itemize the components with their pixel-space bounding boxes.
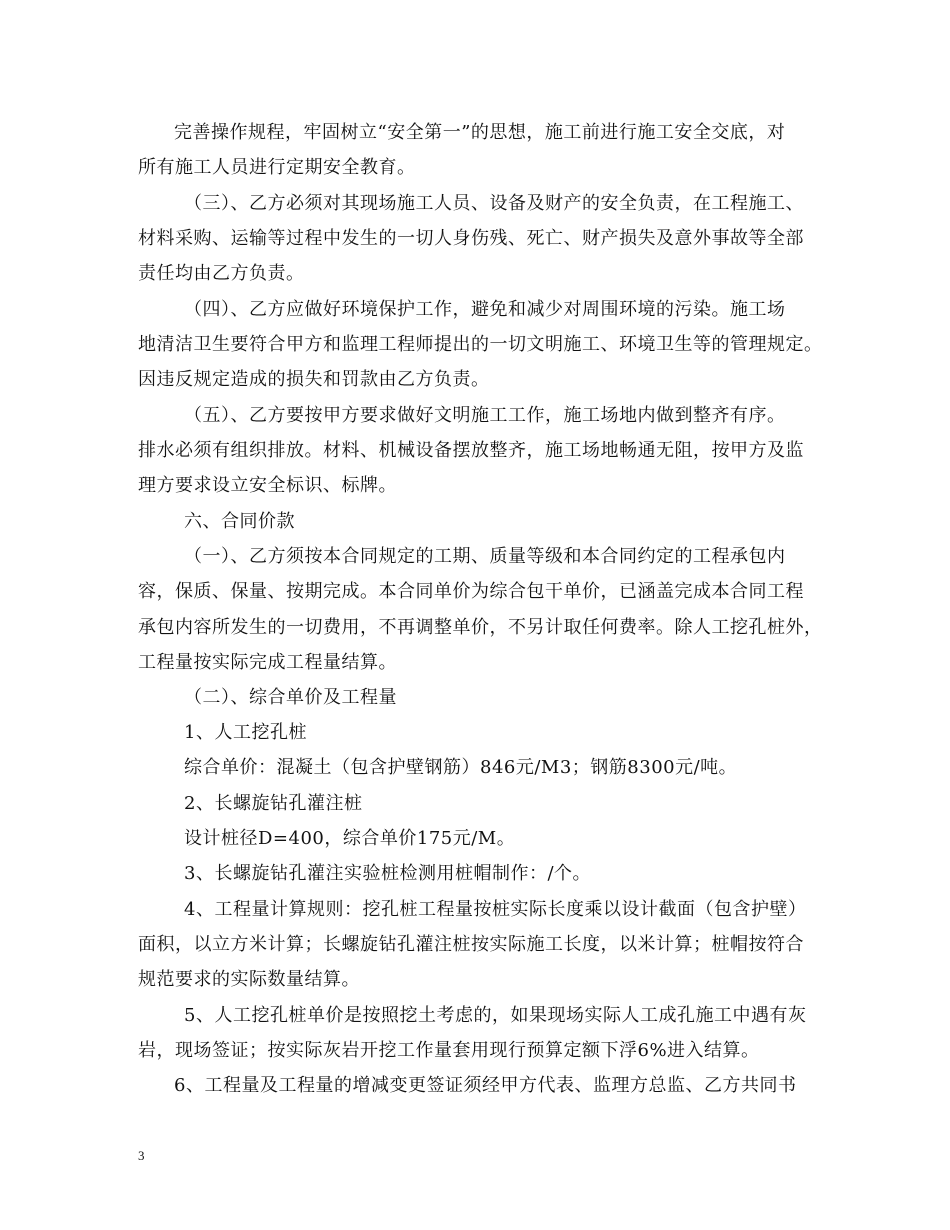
text-line: 理方要求设立安全标识、标牌。 bbox=[138, 475, 397, 496]
text-line: 3、长螺旋钻孔灌注实验桩检测用桩帽制作：/个。 bbox=[184, 863, 592, 884]
text-line: 综合单价：混凝土（包含护壁钢筋）846元/M3；钢筋8300元/吨。 bbox=[184, 757, 738, 778]
section-heading: 六、合同价款 bbox=[184, 511, 295, 532]
text-line: 岩，现场签证；按实际灰岩开挖工作量套用现行预算定额下浮6%进入结算。 bbox=[138, 1040, 760, 1061]
text-line: （三）、乙方必须对其现场施工人员、设备及财产的安全负责，在工程施工、 bbox=[184, 193, 804, 214]
text-line: 责任均由乙方负责。 bbox=[138, 263, 305, 284]
text-line: （四）、乙方应做好环境保护工作，避免和减少对周围环境的污染。施工场 bbox=[184, 299, 786, 320]
text-line: 承包内容所发生的一切费用，不再调整单价，不另计取任何费率。除人工挖孔桩外， bbox=[138, 617, 823, 638]
text-line: 1、人工挖孔桩 bbox=[184, 722, 307, 743]
text-line: 材料采购、运输等过程中发生的一切人身伤残、死亡、财产损失及意外事故等全部 bbox=[138, 228, 804, 249]
text-line: 容，保质、保量、按期完成。本合同单价为综合包干单价，已涵盖完成本合同工程 bbox=[138, 581, 804, 602]
text-line: 工程量按实际完成工程量结算。 bbox=[138, 652, 397, 673]
text-line: 地清洁卫生要符合甲方和监理工程师提出的一切文明施工、环境卫生等的管理规定。 bbox=[138, 334, 823, 355]
text-line: 排水必须有组织排放。材料、机械设备摆放整齐，施工场地畅通无阻，按甲方及监 bbox=[138, 440, 804, 461]
text-line: 规范要求的实际数量结算。 bbox=[138, 969, 360, 990]
text-line: 设计桩径D=400，综合单价175元/M。 bbox=[184, 828, 516, 849]
text-line: 5、人工挖孔桩单价是按照挖土考虑的，如果现场实际人工成孔施工中遇有灰 bbox=[184, 1005, 807, 1026]
text-line: （二）、综合单价及工程量 bbox=[184, 687, 397, 708]
text-line: 4、工程量计算规则：挖孔桩工程量按桩实际长度乘以设计截面（包含护壁） bbox=[184, 899, 807, 920]
text-line: 6、工程量及工程量的增减变更签证须经甲方代表、监理方总监、乙方共同书 bbox=[174, 1075, 797, 1096]
text-line: 2、长螺旋钻孔灌注桩 bbox=[184, 793, 363, 814]
text-line: （五）、乙方要按甲方要求做好文明施工工作，施工场地内做到整齐有序。 bbox=[184, 405, 786, 426]
text-line: 所有施工人员进行定期安全教育。 bbox=[138, 157, 416, 178]
text-line: 因违反规定造成的损失和罚款由乙方负责。 bbox=[138, 369, 490, 390]
text-line: （一）、乙方须按本合同规定的工期、质量等级和本合同约定的工程承包内 bbox=[184, 546, 786, 567]
page-number: 3 bbox=[138, 1148, 145, 1163]
text-line: 完善操作规程，牢固树立“安全第一”的思想，施工前进行施工安全交底，对 bbox=[174, 122, 786, 143]
text-line: 面积，以立方米计算；长螺旋钻孔灌注桩按实际施工长度，以米计算；桩帽按符合 bbox=[138, 934, 804, 955]
